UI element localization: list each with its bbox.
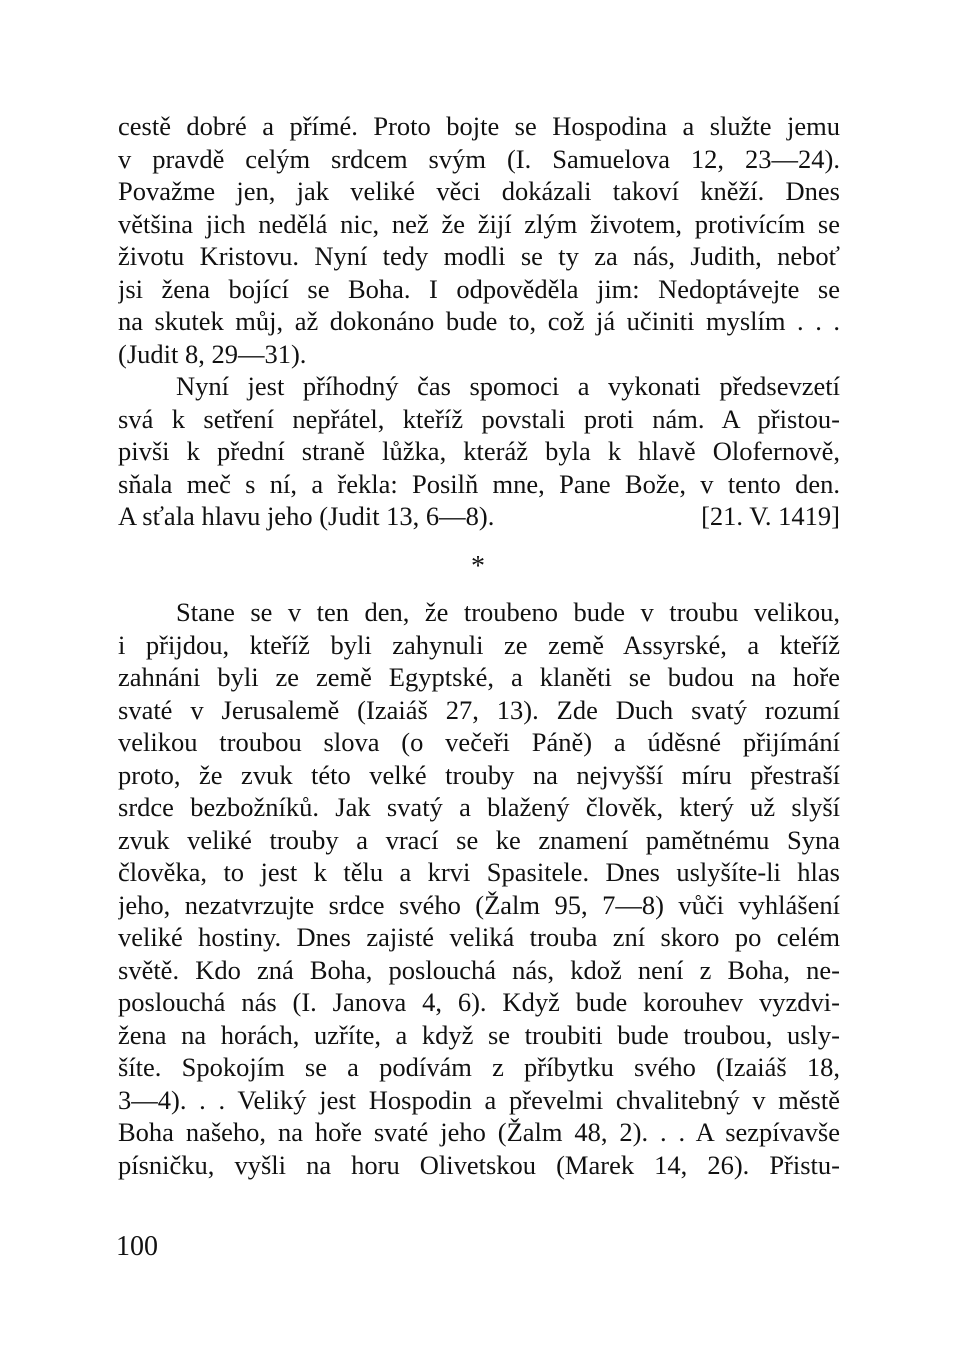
asterisk-separator: *: [471, 551, 485, 582]
paragraph-3: [118, 596, 840, 1181]
text-line-end: A sťala hlavu jeho (Judit 13, 6—8).: [118, 501, 495, 531]
text-line: 3—4). . . Veliký jest Hospodin a převelmi chvalitebný v městě: [118, 1084, 840, 1115]
text-line: žena na horách, uzříte, a když se troubiti bude troubou, usly-: [118, 1019, 840, 1050]
text-line: srdce bezbožníků. Jak svatý a blažený člověk, který už slyší: [118, 792, 840, 822]
text-line: jsi žena bojící se Boha. I odpověděla jim: Nedoptávejte se: [118, 273, 840, 304]
text-line: (Judit 8, 29—31).: [118, 338, 307, 369]
text-line: většina jich nedělá nic, než že žijí zlým životem, protivícím se: [118, 208, 840, 239]
text-line-with-date: [118, 500, 840, 533]
page-number: 100: [116, 1231, 158, 1262]
text-line: člověka, to jest k tělu a krvi Spasitele. Dnes uslyšíte-li hlas: [118, 857, 840, 887]
paragraph-1: [118, 110, 840, 370]
date-stamp: [21. V. 1419]: [701, 501, 840, 531]
text-line: na skutek můj, až dokonáno bude to, což já učiniti myslím . . .: [118, 306, 840, 336]
text-line: Boha našeho, na hoře svaté jeho (Žalm 48, 2). . . A sezpívavše: [118, 1117, 840, 1147]
text-line: cestě dobré a přímé. Proto bojte se Hospodina a služte jemu: [118, 111, 840, 141]
text-line: světě. Kdo zná Boha, poslouchá nás, kdož není z Boha, ne-: [118, 954, 840, 985]
text-line: v pravdě celým srdcem svým (I. Samuelova 12, 23—24).: [118, 143, 840, 174]
paragraph-2: [118, 370, 840, 533]
text-line: životu Kristovu. Nyní tedy modli se ty za nás, Judith, neboť: [118, 241, 840, 271]
text-line: jeho, nezatvrzujte srdce svého (Žalm 95, 7—8) vůči vyhlášení: [118, 889, 840, 920]
text-line: svaté v Jerusalemě (Izaiáš 27, 13). Zde Duch svatý rozumí: [118, 694, 840, 725]
text-line: šíte. Spokojím se a podívám z příbytku svého (Izaiáš 18,: [118, 1052, 840, 1082]
text-line: zvuk veliké trouby a vrací se ke znamení pamětnému Syna: [118, 824, 840, 855]
text-line: Stane se v ten den, že troubeno bude v troubu velikou,: [176, 597, 840, 627]
text-line: Nyní jest příhodný čas spomoci a vykonati předsevzetí: [176, 371, 840, 401]
text-line: svá k setření nepřátel, kteříž povstali proti nám. A přistou-: [118, 403, 840, 434]
text-line: Považme jen, jak veliké věci dokázali takoví kněží. Dnes: [118, 176, 840, 206]
text-line: písničku, vyšli na horu Olivetskou (Marek 14, 26). Přistu-: [118, 1149, 840, 1180]
text-line: i přijdou, kteříž byli zahynuli ze země Assyrské, a kteříž: [118, 629, 840, 660]
text-line: zahnáni byli ze země Egyptské, a klaněti se budou na hoře: [118, 662, 840, 692]
text-line: pivši k přední straně lůžka, kteráž byla k hlavě Olofernově,: [118, 436, 840, 466]
text-line: proto, že zvuk této velké trouby na nejvyšší míru přestraší: [118, 759, 840, 790]
text-line: veliké hostiny. Dnes zajisté veliká trouba zní skoro po celém: [118, 922, 840, 952]
text-line: sňala meč s ní, a řekla: Posilň mne, Pane Bože, v tento den.: [118, 468, 840, 499]
text-line: poslouchá nás (I. Janova 4, 6). Když bude korouhev vyzdvi-: [118, 987, 840, 1017]
text-line: velikou troubou slova (o večeři Páně) a úděsné přijímání: [118, 727, 840, 757]
